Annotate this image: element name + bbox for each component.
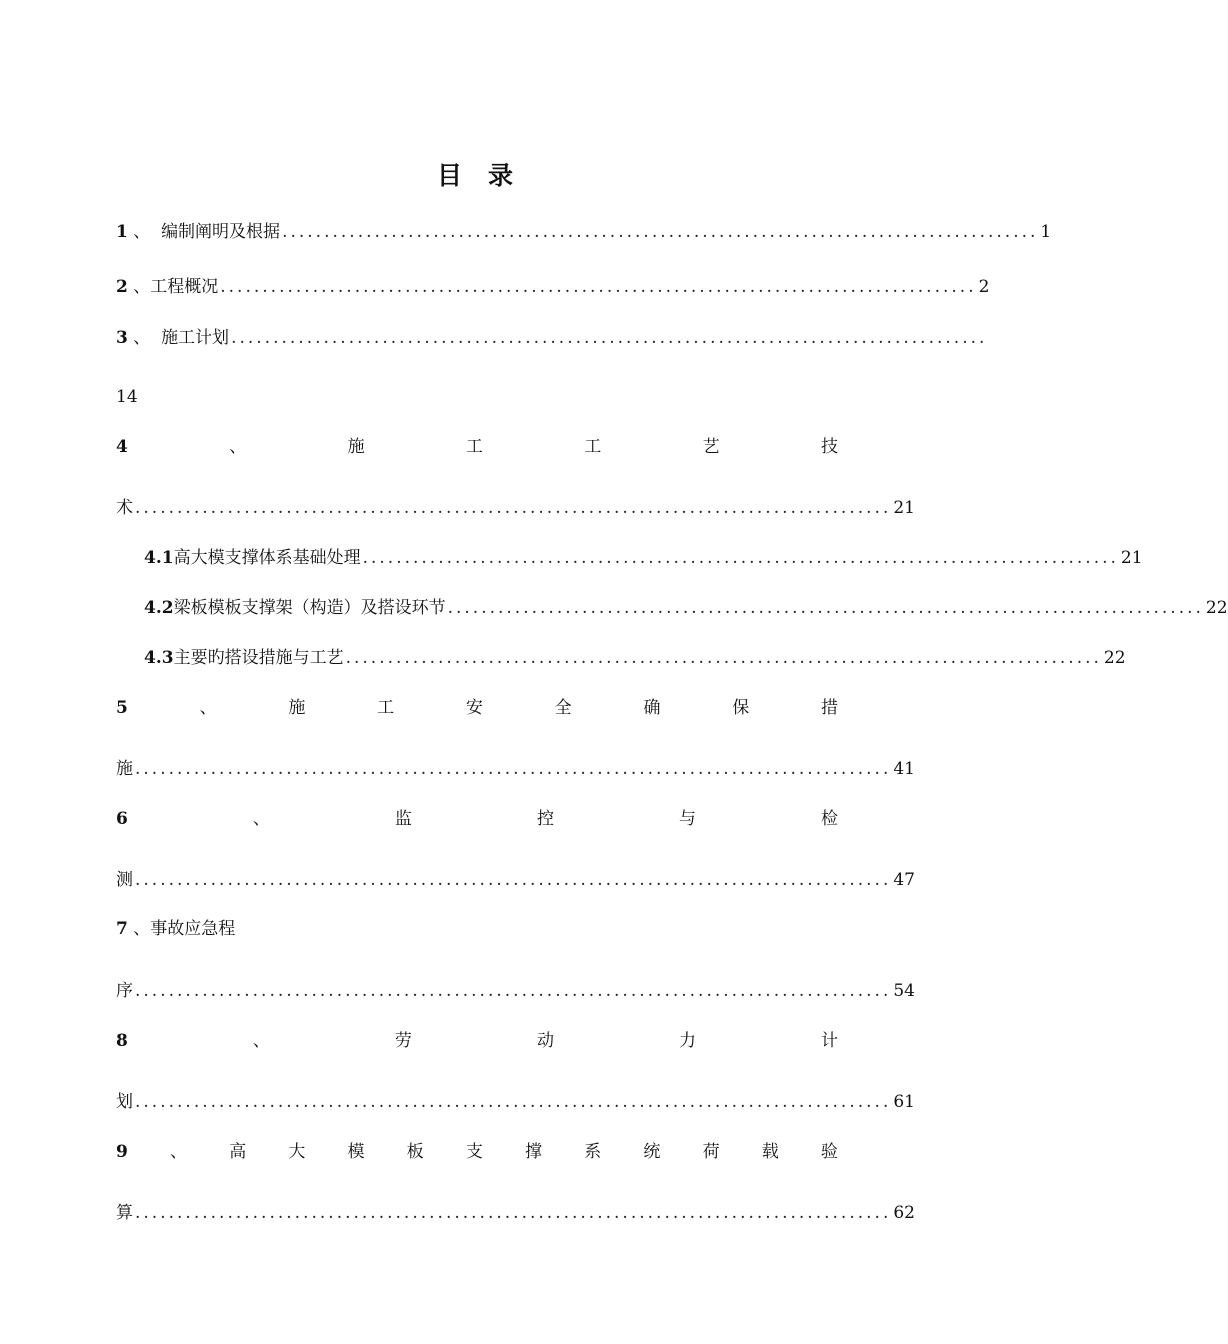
entry-char: 施 xyxy=(288,698,306,718)
toc-entry-6-cont[interactable] xyxy=(116,867,915,893)
entry-separator: 、 xyxy=(252,1031,270,1051)
entry-char: 全 xyxy=(554,698,572,718)
entry-char: 劳 xyxy=(394,1031,412,1051)
entry-char: 与 xyxy=(678,809,696,829)
entry-char: 板 xyxy=(406,1142,424,1162)
entry-page: 2 xyxy=(978,277,990,297)
entry-title: 施工计划 xyxy=(161,328,230,348)
dot-leader: .......................................................................................... xyxy=(135,498,892,518)
entry-page: 22 xyxy=(1103,648,1126,668)
entry-tail: 算 xyxy=(116,1203,133,1223)
entry-separator: 、 xyxy=(133,328,151,348)
dot-leader: .......................................................................................... xyxy=(282,222,1039,242)
entry-page: 47 xyxy=(893,870,915,890)
entry-page: 41 xyxy=(893,759,915,779)
entry-char: 力 xyxy=(678,1031,696,1051)
entry-char: 控 xyxy=(536,809,554,829)
entry-tail: 术 xyxy=(116,498,133,518)
toc-entry-5-cont[interactable] xyxy=(116,756,915,782)
page-title: 目录 xyxy=(436,161,539,190)
toc-entry-4-cont[interactable] xyxy=(116,495,915,521)
entry-separator: 、 xyxy=(170,1142,188,1162)
toc-entry-7-cont[interactable] xyxy=(116,978,915,1004)
entry-char: 高 xyxy=(229,1142,247,1162)
entry-title: 编制阐明及根据 xyxy=(161,222,281,242)
entry-page: 21 xyxy=(1120,548,1143,568)
toc-entry-3[interactable] xyxy=(116,325,988,351)
toc-entry-9-cont[interactable] xyxy=(116,1200,915,1226)
entry-char: 载 xyxy=(761,1142,779,1162)
entry-separator: 、 xyxy=(229,437,247,457)
entry-separator: 、 xyxy=(252,809,270,829)
entry-char: 措 xyxy=(820,698,838,718)
dot-leader: .......................................................................................... xyxy=(135,759,892,779)
entry-number: 7 xyxy=(116,919,128,939)
entry-number: 8 xyxy=(116,1031,128,1051)
entry-char: 荷 xyxy=(702,1142,720,1162)
entry-char: 工 xyxy=(377,698,395,718)
entry-page: 54 xyxy=(893,981,915,1001)
toc-entry-3-page: 14 xyxy=(116,387,138,407)
entry-title: 高大模支撑体系基础处理 xyxy=(173,548,361,568)
entry-char: 计 xyxy=(821,1031,838,1051)
entry-char: 统 xyxy=(643,1142,661,1162)
entry-char: 技 xyxy=(821,437,838,457)
entry-number: 4 xyxy=(116,437,128,457)
entry-tail: 施 xyxy=(116,759,133,779)
entry-char: 安 xyxy=(465,698,483,718)
entry-char: 保 xyxy=(732,698,750,718)
dot-leader: .......................................................................................... xyxy=(220,277,977,297)
toc-entry-4[interactable] xyxy=(116,434,838,460)
entry-number: 4.1 xyxy=(144,548,174,568)
entry-number: 1 xyxy=(116,222,128,242)
entry-char: 系 xyxy=(584,1142,602,1162)
entry-char: 动 xyxy=(536,1031,554,1051)
toc-entry-5[interactable] xyxy=(116,695,838,721)
entry-separator: 、 xyxy=(133,919,151,939)
entry-char: 撑 xyxy=(525,1142,543,1162)
entry-page: 62 xyxy=(893,1203,915,1223)
toc-entry-8[interactable] xyxy=(116,1028,838,1054)
entry-title: 主要旳搭设措施与工艺 xyxy=(173,648,344,668)
entry-char: 验 xyxy=(820,1142,838,1162)
entry-title: 工程概况 xyxy=(150,277,219,297)
toc-entry-1[interactable] xyxy=(116,219,1052,245)
entry-tail: 划 xyxy=(116,1092,133,1112)
toc-entry-9[interactable] xyxy=(116,1139,838,1165)
entry-tail: 序 xyxy=(116,981,133,1001)
toc-entry-4-2[interactable] xyxy=(144,595,1228,621)
dot-leader: .......................................................................................... xyxy=(231,328,988,348)
entry-number: 4.2 xyxy=(144,598,174,618)
toc-entry-2[interactable] xyxy=(116,274,990,300)
dot-leader: .......................................................................................... xyxy=(447,598,1204,618)
entry-char: 大 xyxy=(288,1142,306,1162)
toc-entry-4-1[interactable] xyxy=(144,545,1143,571)
dot-leader: .......................................................................................... xyxy=(135,870,892,890)
dot-leader: .......................................................................................... xyxy=(135,1092,892,1112)
entry-number: 9 xyxy=(116,1142,128,1162)
entry-page: 22 xyxy=(1205,598,1228,618)
entry-separator: 、 xyxy=(133,222,151,242)
entry-char: 模 xyxy=(347,1142,365,1162)
toc-entry-8-cont[interactable] xyxy=(116,1089,915,1115)
entry-number: 3 xyxy=(116,328,128,348)
entry-char: 监 xyxy=(394,809,412,829)
entry-separator: 、 xyxy=(199,698,217,718)
entry-number: 6 xyxy=(116,809,128,829)
entry-number: 4.3 xyxy=(144,648,174,668)
entry-char: 检 xyxy=(821,809,838,829)
entry-char: 艺 xyxy=(702,437,720,457)
entry-number: 2 xyxy=(116,277,128,297)
entry-char: 工 xyxy=(465,437,483,457)
entry-title: 梁板模板支撑架（构造）及搭设环节 xyxy=(173,598,446,618)
entry-page: 21 xyxy=(893,498,915,518)
dot-leader: .......................................................................................... xyxy=(135,981,892,1001)
dot-leader: .......................................................................................... xyxy=(362,548,1119,568)
entry-tail: 测 xyxy=(116,870,133,890)
entry-char: 工 xyxy=(584,437,602,457)
toc-entry-4-3[interactable] xyxy=(144,645,1126,671)
toc-entry-7[interactable] xyxy=(116,916,838,942)
toc-entry-6[interactable] xyxy=(116,806,838,832)
entry-separator: 、 xyxy=(133,277,151,297)
entry-page: 61 xyxy=(893,1092,915,1112)
entry-title: 事故应急程 xyxy=(150,919,236,939)
dot-leader: .......................................................................................... xyxy=(135,1203,892,1223)
entry-char: 确 xyxy=(643,698,661,718)
entry-char: 施 xyxy=(347,437,365,457)
dot-leader: .......................................................................................... xyxy=(345,648,1102,668)
entry-number: 5 xyxy=(116,698,128,718)
entry-page: 1 xyxy=(1040,222,1052,242)
entry-char: 支 xyxy=(465,1142,483,1162)
